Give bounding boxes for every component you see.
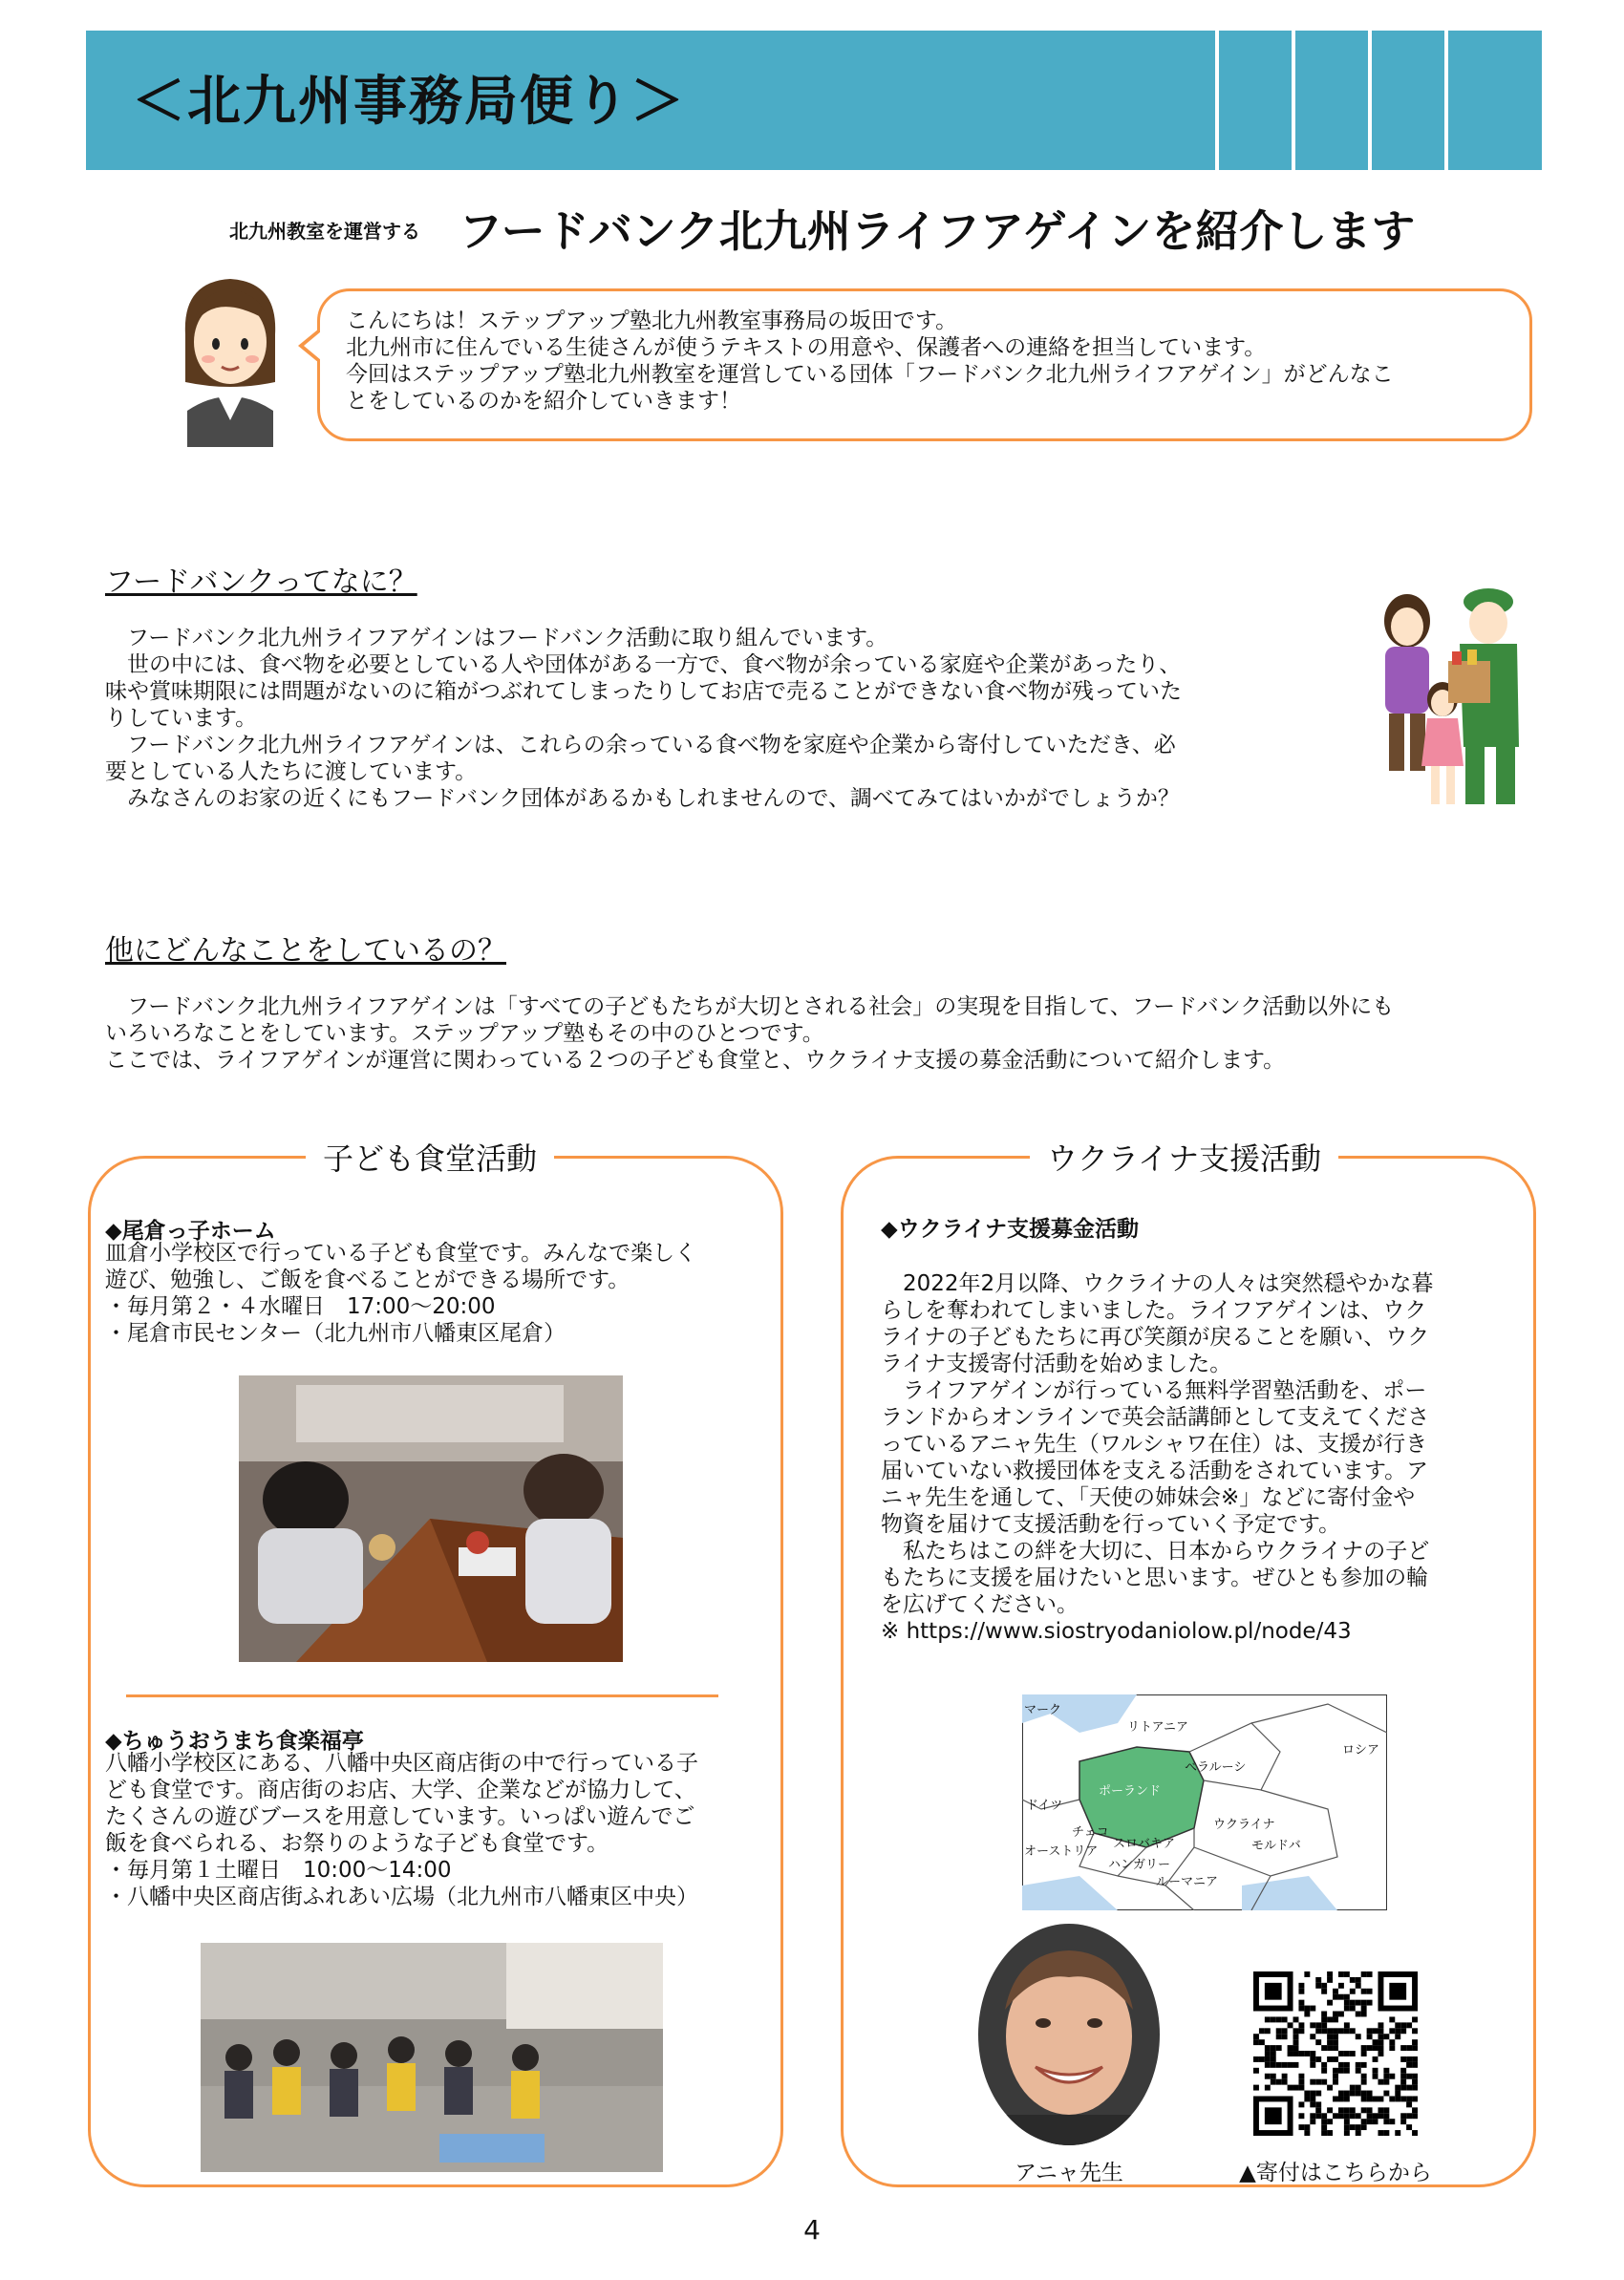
food-donation-illustration (1364, 585, 1527, 814)
ukraine-sub-title: ◆ウクライナ支援募金活動 (881, 1217, 1139, 1242)
kodomo-shokudo-title: 子ども食堂活動 (306, 1135, 554, 1179)
teacher-caption: アニャ先生 (1015, 2161, 1123, 2185)
kodomo-item1-body: 皿倉小学校区で行っている子ども食堂です。みんなで楽しく 遊び、勉強し、ご飯を食べることができる場所です。 ・毎月第２・４水曜日 17:00～20:00 ・尾倉市民センター（北九州市八幡東区尾倉） (105, 1241, 697, 1346)
ukraine-body: 2022年2月以降、ウクライナの人々は突然穏やかな暮 らしを奪われてしまいました。ライフアゲインは、ウク ライナの子どもたちに再び笑顔が戻ることを願い、ウク ライナ支援寄付活動を始めました。 ライフアゲインが行っている無料学習塾活動を、ポー ランドからオンラインで英会話講師として支えてくださ っているアニャ先生（ワルシャワ在住）は、支援が行き 届いていない救援団体を支える活動をされています。ア ニャ先生を通して、「天使の姉妹会※」などに寄付金や 物資を届けて支援活動を行っていく予定です。 私たちはこの絆を大切に、日本からウクライナの子ど もたちに支援を届けたいと思います。ぜひとも参加の輪 を広げてください。 ※ https://www.siostryodaniolow.pl/node/43 (881, 1271, 1434, 1644)
map-label-austria: オーストリア (1024, 1844, 1099, 1859)
banner-box (1292, 31, 1372, 170)
headline-large: フードバンク北九州ライフアゲインを紹介します (459, 205, 1416, 257)
page-number: 4 (803, 2214, 821, 2246)
kodomo-shokudo-photo-1 (239, 1375, 623, 1662)
map-label-poland: ポーランド (1099, 1784, 1162, 1799)
map-label-moldova: モルドバ (1251, 1839, 1301, 1853)
page-title: ＜北九州事務局便り＞ (132, 71, 686, 133)
kodomo-divider (126, 1694, 718, 1697)
europe-map (1022, 1694, 1387, 1910)
map-label-denmark: マーク (1024, 1703, 1062, 1717)
map-label-romania: ルーマニア (1156, 1875, 1219, 1889)
kodomo-item2-name: ◆ちゅうおうまち食楽福亭 (105, 1729, 364, 1754)
banner-box (1368, 31, 1448, 170)
banner-box (1215, 31, 1295, 170)
teacher-portrait (978, 1924, 1160, 2145)
greeting-text: こんにちは！ステップアップ塾北九州教室事務局の坂田です。 北九州市に住んでいる生徒さんが使うテキストの用意や、保護者への連絡を担当しています。 今回はステップアップ塾北九州教室を運営している団体「フードバンク北九州ライフアゲイン」がどんなこ とをしているのかを紹介していきます！ (346, 309, 1394, 414)
staff-avatar-illustration (168, 267, 292, 447)
map-label-russia: ロシア (1342, 1743, 1380, 1758)
banner-box (1444, 31, 1542, 170)
kodomo-shokudo-photo-2 (201, 1943, 663, 2172)
map-label-ukraine: ウクライナ (1213, 1818, 1275, 1832)
map-label-lithuania: リトアニア (1127, 1720, 1188, 1735)
kodomo-item2-body: 八幡小学校区にある、八幡中央区商店街の中で行っている子 ども食堂です。商店街のお店、大学、企業などが協力して、 たくさんの遊びブースを用意しています。いっぱい遊んでご 飯を食べられる、お祭りのような子ども食堂です。 ・毎月第１土曜日 10:00～14:00 ・八幡中央区商店街ふれあい広場（北九州市八幡東区中央） (105, 1751, 698, 1909)
map-label-czech: チェコ (1072, 1825, 1109, 1840)
map-label-hungary: ハンガリー (1108, 1858, 1171, 1872)
section-heading-activities: 他にどんなことをしているの？ (105, 934, 506, 968)
section-body-foodbank: フードバンク北九州ライフアゲインはフードバンク活動に取り組んでいます。 世の中には、食べ物を必要としている人や団体がある一方で、食べ物が余っている家庭や企業があったり、 味や賞味期限には問題がないのに箱がつぶれてしまったりしてお店で売ることができない食べ物が残っていた りしています。 フードバンク北九州ライフアゲインは、これらの余っている食べ物を家庭や企業から寄付していただき、必 要としている人たちに渡しています。 みなさんのお家の近くにもフードバンク団体があるかもしれませんので、調べてみてはいかがでしょうか？ (105, 626, 1182, 811)
headline-small: 北九州教室を運営する (229, 220, 420, 243)
map-label-slovakia: スロバキア (1113, 1837, 1176, 1851)
section-heading-foodbank: フードバンクってなに？ (105, 565, 417, 599)
donation-qr-code[interactable] (1253, 1971, 1418, 2136)
qr-caption: ▲寄付はこちらから (1239, 2161, 1432, 2185)
map-label-germany: ドイツ (1026, 1799, 1063, 1813)
map-label-belarus: ベラルーシ (1185, 1760, 1247, 1775)
section-body-activities: フードバンク北九州ライフアゲインは「すべての子どもたちが大切とされる社会」の実現を目指して、フードバンク活動以外にも いろいろなことをしています。ステップアップ塾もその中のひとつです。 ここでは、ライフアゲインが運営に関わっている２つの子ども食堂と、ウクライナ支援の募金活動について紹介します。 (105, 994, 1395, 1073)
kodomo-item1-name: ◆尾倉っ子ホーム (105, 1219, 276, 1244)
ukraine-support-title: ウクライナ支援活動 (1030, 1135, 1338, 1179)
